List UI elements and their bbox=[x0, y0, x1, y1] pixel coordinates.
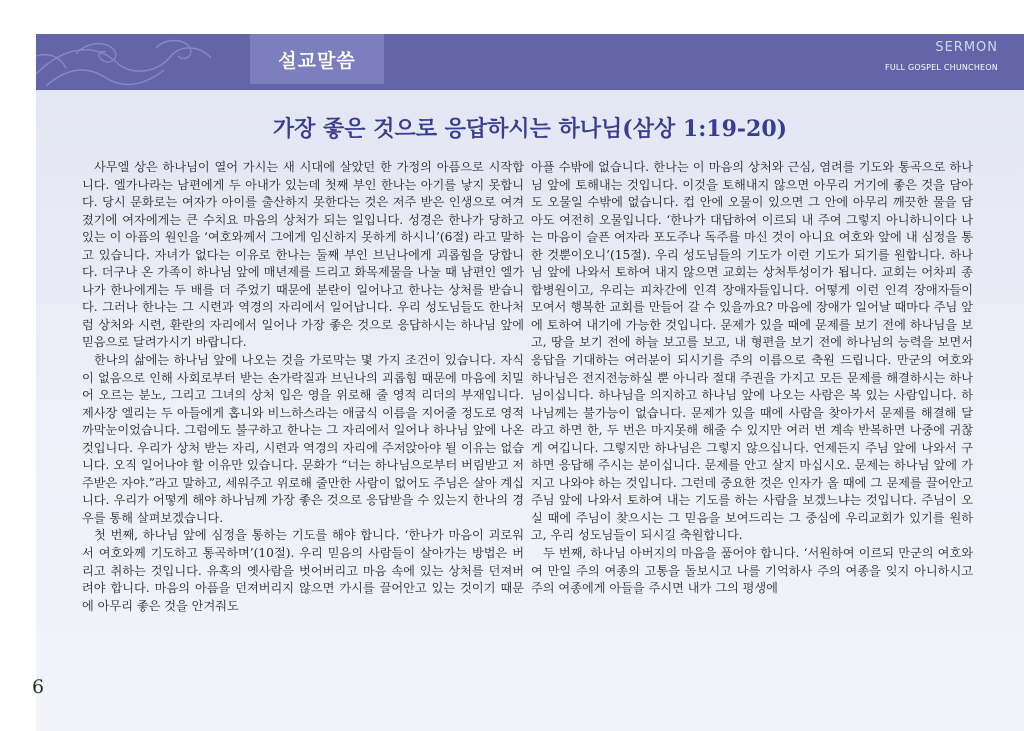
paragraph: 첫 번째, 하나님 앞에 심정을 통하는 기도를 해야 합니다. ‘한나가 마음이 괴로워서 여호와께 기도하고 통곡하며’(10절). 우리 믿음의 사람들이 살아가는 방법은 버리고 취하는 것입니다. 유혹의 옛사람을 벗어버리고 마음 속에 있는 상처를 던져버려야 합니다. 마음의 아픔을 던져버리지 않으면 가시를 끌어안고 있는 것이기 때문에 아무리 좋은 것을 안겨줘도 bbox=[82, 528, 524, 613]
right-column bbox=[531, 159, 973, 598]
sermon-title: 가장 좋은 것으로 응답하시는 하나님(삼상 1:19-20) bbox=[272, 116, 788, 142]
sermon-label: SERMON bbox=[935, 40, 998, 55]
paragraph: 한나의 삶에는 하나님 앞에 나오는 것을 가로막는 몇 가지 조건이 있습니다. 자식이 없음으로 인해 사회로부터 받는 손가락질과 브닌나의 괴롭힘 때문에 마음에 치밀어 오르는 분노, 그리고 그녀의 상처 입은 영을 위로해 줄 영적 리더의 부재입니다. 제사장 엘리는 두 아들에게 홉니와 비느하스라는 애굽식 이름을 지어줄 정도로 영적 까막눈이었습니다. 그럼에도 불구하고 한나는 그 자리에서 일어나 하나님 앞에 나온 것입니다. 우리가 상처 받는 자리, 시련과 역경의 자리에 주저앉아야 될 이유는 없습니다. 오직 일어나야 할 이유만 있습니다. 문화가 “너는 하나님으로부터 버림받고 저주받은 자야.”라고 말하고, 세워주고 위로해 줄만한 사람이 없어도 주님은 살아 계십니다. 우리가 어떻게 해야 하나님께 가장 좋은 것으로 응답받을 수 있는지 한나의 경우를 통해 살펴보겠습니다. bbox=[82, 353, 524, 525]
church-name: FULL GOSPEL CHUNCHEON bbox=[885, 63, 998, 72]
section-tab: 설교말씀 bbox=[250, 34, 384, 84]
page-number: 6 bbox=[32, 676, 45, 698]
header-branding bbox=[885, 40, 998, 72]
paragraph: 아플 수밖에 없습니다. 한나는 이 마음의 상처와 근심, 염려를 기도와 통곡으로 하나님 앞에 토해내는 것입니다. 이것을 토해내지 않으면 아무리 거기에 좋은 것을 담아도 오물일 수밖에 없습니다. 컵 안에 오물이 있으면 그 안에 아무리 깨끗한 물을 담아도 여전히 오물입니다. ‘한나가 대답하여 이르되 내 주여 그렇지 아니하니이다 나는 마음이 슬픈 여자라 포도주나 독주를 마신 것이 아니요 여호와 앞에 내 심정을 통한 것뿐이오니’(15절). 우리 성도님들의 기도가 이런 기도가 되기를 원합니다. 하나님 앞에 나와서 토하여 내지 않으면 교회는 상처투성이가 됩니다. 교회는 어차피 종합병원이고, 우리는 피차간에 인격 장애자들입니다. 어떻게 이런 인격 장애자들이 모여서 행복한 교회를 만들어 갈 수 있을까요? 마음에 장애가 일어날 때마다 주님 앞에 토하여 내기에 가능한 것입니다. 문제가 있을 때에 문제를 보기 전에 하나님을 보고, 땅을 보기 전에 하늘 보고를 보고, 내 형편을 보기 전에 하나님의 능력을 보면서 응답을 기대하는 여러분이 되시기를 주의 이름으로 축원 드립니다. 만군의 여호와 하나님은 전지전능하실 뿐 아니라 절대 주권을 가지고 모든 문제를 해결하시는 하나님이십니다. 하나님을 의지하고 하나님 앞에 나오는 사람은 복 있는 사람입니다. 하나님께는 불가능이 없습니다. 문제가 있을 때에 사람을 찾아가서 문제를 해결해 달라고 하면 한, 두 번은 마지못해 해줄 수 있지만 여러 번 계속 반복하면 나중에 귀찮게 여깁니다. 그렇지만 하나님은 그렇지 않으십니다. 언제든지 주님 앞에 나와서 구하면 응답해 주시는 분이십니다. 문제를 안고 살지 마십시오. 문제는 하나님 앞에 가지고 나와야 하는 것입니다. 그런데 중요한 것은 인자가 올 때에 그 문제를 끌어안고 주님 앞에 나와서 토하여 내는 기도를 하는 사람을 보겠느냐는 것입니다. 주님이 오실 때에 주님이 찾으시는 그 믿음을 보여드리는 그 중심에 우리교회가 있기를 원하고, 우리 성도님들이 되시길 축원합니다. bbox=[531, 160, 973, 543]
paragraph: 사무엘 상은 하나님이 열어 가시는 새 시대에 살았던 한 가정의 아픔으로 시작합니다. 엘가나라는 남편에게 두 아내가 있는데 첫째 부인 한나는 아기를 낳지 못합니다. 당시 문화로는 여자가 아이를 출산하지 못한다는 것은 저주 받은 인생으로 여겨졌기에 여자에게는 큰 수치요 마음의 상처가 되는 일입니다. 성경은 한나가 당하고 있는 이 아픔의 원인을 ‘여호와께서 그에게 임신하지 못하게 하시니’(6절) 라고 말하고 있습니다. 자녀가 없다는 이유로 한나는 둘째 부인 브닌나에게 괴롭힘을 당합니다. 더구나 온 가족이 하나님 앞에 매년제를 드리고 화목제물을 나눌 때 남편인 엘가나가 한나에게는 두 배를 더 주었기 때문에 분란이 일어나고 한나는 상처를 받습니다. 그러나 한나는 그 시련과 역경의 자리에서 일어납니다. 우리 성도님들도 한나처럼 상처와 시련, 환란의 자리에서 일어나 가장 좋은 것으로 응답하시는 하나님 앞에 믿음으로 달려가시기 바랍니다. bbox=[82, 160, 524, 350]
paragraph: 두 번째, 하나님 아버지의 마음을 품어야 합니다. ‘서원하여 이르되 만군의 여호와여 만일 주의 여종의 고통을 돌보시고 나를 기억하사 주의 여종을 잊지 아니하시고 주의 여종에게 아들을 주시면 내가 그의 평생에 bbox=[531, 546, 973, 596]
left-column bbox=[82, 159, 524, 615]
ornament-swirl-icon bbox=[36, 34, 216, 90]
